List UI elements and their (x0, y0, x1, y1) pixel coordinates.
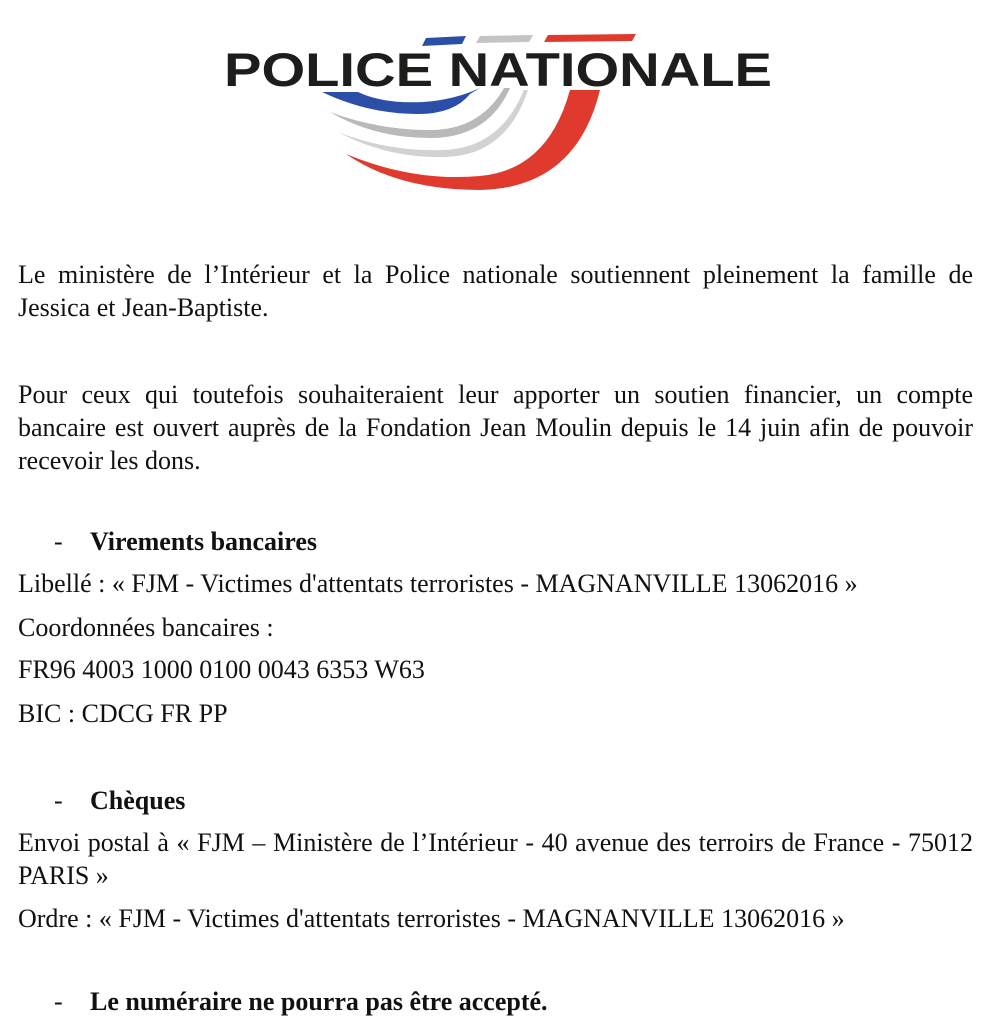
numeraire-notice (18, 985, 548, 1018)
virements-iban: FR96 4003 1000 0100 0043 6353 W63 (18, 655, 425, 684)
police-nationale-logo (218, 30, 778, 195)
virements-bic: BIC : CDCG FR PP (18, 699, 228, 728)
logo-gray-top-bar (476, 35, 533, 43)
logo-red-top-bar (544, 34, 636, 42)
virements-coordonnees-label: Coordonnées bancaires : (18, 613, 274, 642)
virements-libelle: Libellé : « FJM - Victimes d'attentats terroristes - MAGNANVILLE 13062016 » (18, 569, 858, 598)
cheques-dash: - (54, 786, 63, 815)
logo-wordmark: POLICE NATIONALE (224, 43, 772, 96)
virements-heading (18, 525, 317, 558)
numeraire-text: Le numéraire ne pourra pas être accepté. (90, 987, 548, 1016)
virements-dash: - (54, 527, 63, 556)
intro-paragraph-2: Pour ceux qui toutefois souhaiteraient leur apporter un soutien financier, un compte bancaire est ouvert auprès de la Fondation Jean Moulin depuis le 14 juin afin de pouvoir recevoir les dons. (18, 380, 973, 475)
cheques-ordre: Ordre : « FJM - Victimes d'attentats terroristes - MAGNANVILLE 13062016 » (18, 904, 845, 933)
numeraire-dash: - (54, 987, 63, 1016)
virements-heading-text: Virements bancaires (90, 527, 317, 556)
cheques-envoi-postal: Envoi postal à « FJM – Ministère de l’Intérieur - 40 avenue des terroirs de France - 75012 PARIS » (18, 828, 973, 890)
police-nationale-logo-graphic (218, 30, 778, 195)
cheques-heading-text: Chèques (90, 786, 186, 815)
cheques-heading (18, 784, 185, 817)
intro-paragraph-1: Le ministère de l’Intérieur et la Police nationale soutiennent pleinement la famille de Jessica et Jean-Baptiste. (18, 260, 973, 322)
